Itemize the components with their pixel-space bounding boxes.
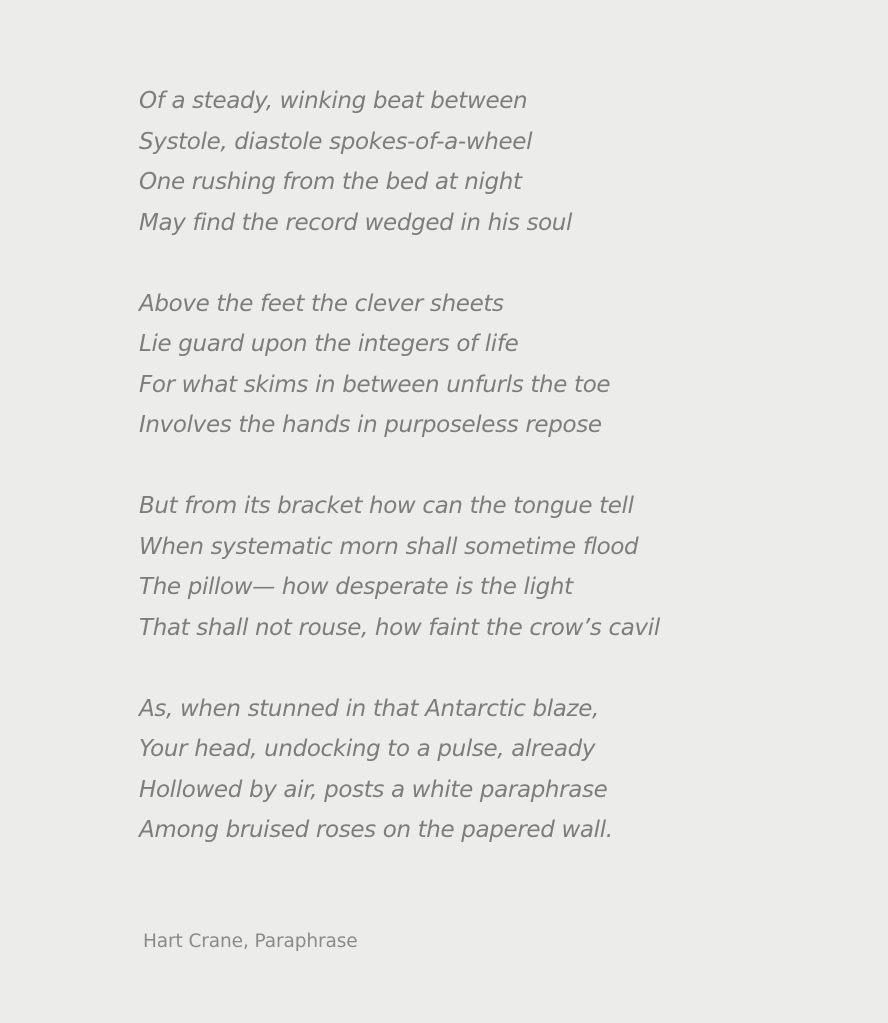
stanza-3 <box>139 486 879 648</box>
poem-line: As, when stunned in that Antarctic blaze, <box>139 695 600 722</box>
stanza-2 <box>139 284 879 446</box>
poem-line: Above the feet the clever sheets <box>139 290 504 317</box>
poem-attribution: Hart Crane, Paraphrase <box>143 931 358 952</box>
poem-line: For what skims in between unfurls the toe <box>139 371 611 398</box>
stanza-1 <box>139 81 879 243</box>
poem-line: May find the record wedged in his soul <box>139 209 573 236</box>
poem-line: When systematic morn shall sometime flood <box>139 533 639 560</box>
stanza-4 <box>139 689 879 851</box>
poem-line: Systole, diastole spokes-of-a-wheel <box>139 128 533 155</box>
poem-line: But from its bracket how can the tongue tell <box>139 493 634 519</box>
poem-line: Lie guard upon the integers of life <box>139 331 519 357</box>
poem-line: Of a steady, winking beat between <box>139 88 528 114</box>
poem-line: Among bruised roses on the papered wall. <box>139 817 613 843</box>
poem-line: Hollowed by air, posts a white paraphrase <box>139 776 608 803</box>
poem-line: That shall not rouse, how faint the crow’s cavil <box>139 614 660 641</box>
poem-line: The pillow— how desperate is the light <box>139 574 573 600</box>
poem-body <box>139 81 879 891</box>
poem-line: Your head, undocking to a pulse, already <box>139 736 596 762</box>
poem-line: One rushing from the bed at night <box>139 169 522 195</box>
poem-line: Involves the hands in purposeless repose <box>139 412 602 438</box>
